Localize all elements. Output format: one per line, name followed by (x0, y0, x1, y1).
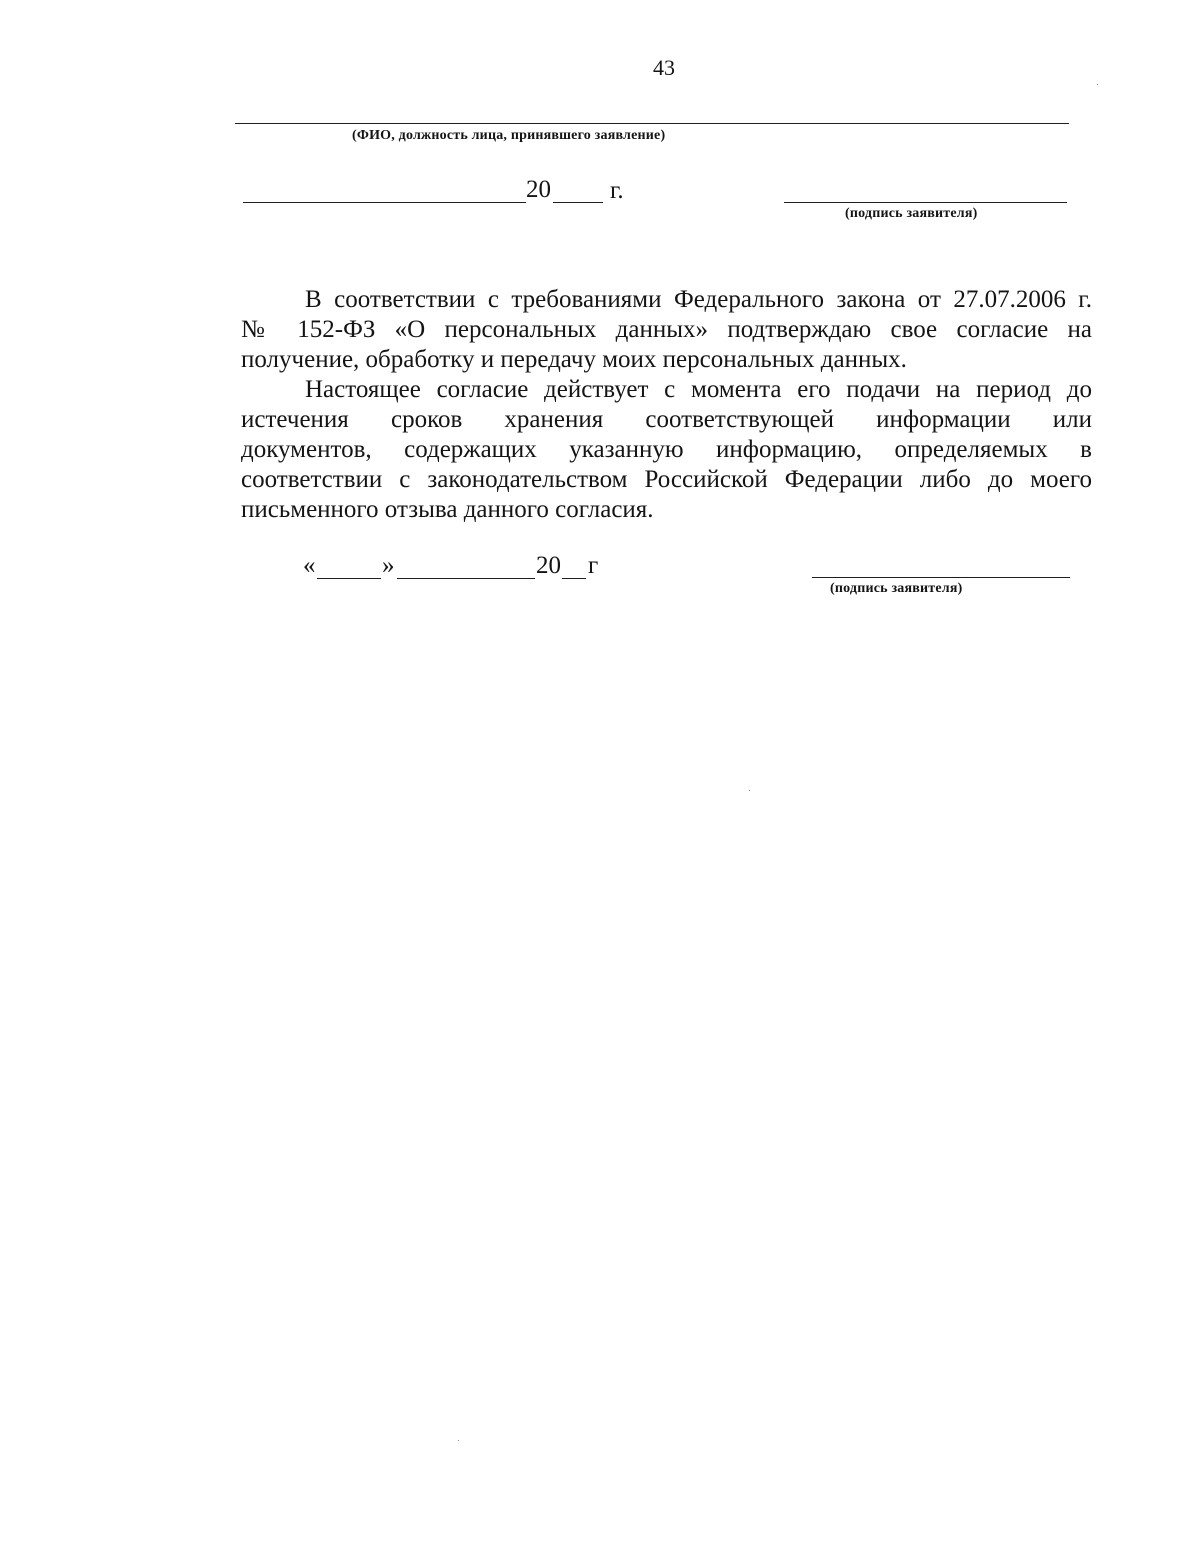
consent-paragraph-2 (241, 375, 1092, 525)
applicant-signature-line-bottom (812, 577, 1070, 578)
official-name-line (235, 123, 1069, 124)
page-number: 43 (653, 55, 675, 80)
scan-speck (458, 1440, 459, 1441)
date-quote-close: » (382, 552, 395, 579)
scan-speck (749, 790, 750, 791)
date-year-suffix: г. (610, 177, 624, 204)
date-day-line (317, 578, 381, 579)
consent-paragraph-1 (241, 285, 1092, 375)
date-year-line-bottom (562, 578, 586, 579)
consent-paragraph-2-line-1: Настоящее согласие действует с момента его подачи на период до (305, 376, 1092, 403)
date-year-line (553, 202, 603, 203)
consent-paragraph-2-line-4: соответствии с законодательством Российской Федерации либо до моего (241, 466, 1092, 493)
consent-paragraph-1-line-2: № 152-ФЗ «О персональных данных» подтверждаю свое согласие на (241, 316, 1092, 343)
consent-paragraph-2-line-3: документов, содержащих указанную информацию, определяемых в (241, 436, 1092, 463)
official-caption: (ФИО, должность лица, принявшего заявление) (352, 128, 666, 143)
consent-text (241, 285, 1092, 525)
date-year-prefix: 20 (526, 176, 551, 203)
applicant-signature-caption-bottom: (подпись заявителя) (830, 581, 963, 596)
date-quote-open: « (303, 552, 316, 579)
consent-paragraph-2-line-5: письменного отзыва данного согласия. (241, 496, 654, 523)
applicant-signature-caption-top: (подпись заявителя) (845, 206, 978, 221)
date-month-line (397, 578, 535, 579)
date-year-prefix-bottom: 20 (536, 552, 561, 579)
date-year-suffix-bottom: г (588, 552, 599, 579)
consent-paragraph-2-line-2: истечения сроков хранения соответствующей информации или (241, 406, 1092, 433)
consent-paragraph-1-line-3: получение, обработку и передачу моих персональных данных. (241, 346, 907, 373)
consent-paragraph-1-line-1: В соответствии с требованиями Федерального закона от 27.07.2006 г. (305, 286, 1092, 313)
scan-speck (1097, 84, 1098, 85)
applicant-signature-line-top (784, 202, 1067, 203)
date-day-month-line (243, 202, 526, 203)
